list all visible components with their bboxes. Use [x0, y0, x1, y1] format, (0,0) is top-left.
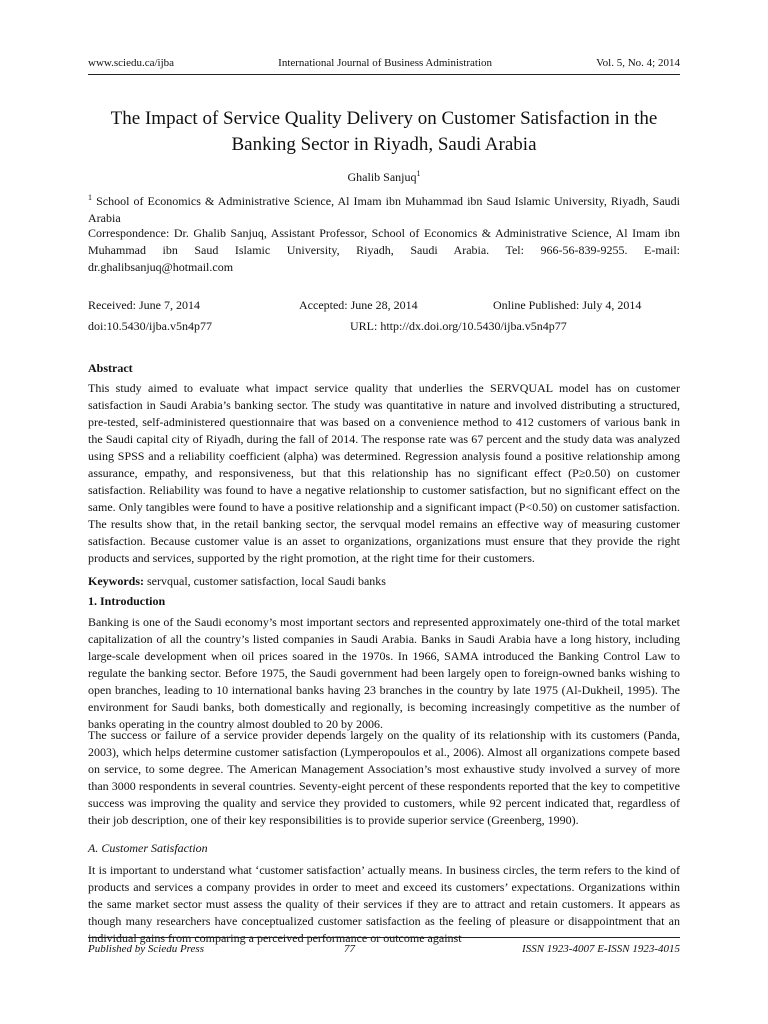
introduction-paragraph-2: The success or failure of a service provider depends largely on the quality of its relationship with its customers (Panda, 2003), which helps determine customer satisfaction (Lymperopoulos et al., 2006). Almost all organizations compete based on service, to some degree. The American Management Association’s most exhaustive study involved a survey of more than 3000 respondents in several countries. Seventy-eight percent of these respondents reported that the key to competitive success was improving the quality and service they provided to customers, while 92 percent indicated that, regardless of their job description, one of their key responsibilities is to provide superior service (Greenberg, 1990).: [88, 728, 680, 827]
doi: doi:10.5430/ijba.v5n4p77: [88, 319, 212, 333]
keywords-label: Keywords:: [88, 574, 144, 588]
author-name: Ghalib Sanjuq: [347, 170, 417, 184]
introduction-heading: 1. Introduction: [88, 594, 166, 608]
affiliation-text: School of Economics & Administrative Science, Al Imam ibn Muhammad ibn Saud Islamic University, Riyadh, Saudi Arabia: [88, 194, 680, 225]
affiliation: [88, 189, 680, 227]
published-date: Online Published: July 4, 2014: [493, 298, 642, 312]
accepted-date: Accepted: June 28, 2014: [299, 298, 418, 312]
introduction-paragraph-3: It is important to understand what ‘customer satisfaction’ actually means. In business circles, the term refers to the kind of products and services a company provides in order to meet and exceed its customers’ expectations. Organizations within the same market sector must assess the quality of their services if they are to attract and retain customers. It appears as though many researchers have conceptualized customer satisfaction as the feeling of pleasure or disappointment that an individual gains from comparing a perceived performance or outcome against: [88, 863, 680, 945]
correspondence: Correspondence: Dr. Ghalib Sanjuq, Assistant Professor, School of Economics & Administrative Science, Al Imam ibn Muhammad ibn Saud Islamic University, Riyadh, Saudi Arabia. Tel: 966-56-839-9255. E-mail: dr.ghalibsanjuq@hotmail.com: [88, 226, 680, 274]
customer-satisfaction-subheading: A. Customer Satisfaction: [88, 841, 208, 855]
issn: ISSN 1923-4007 E-ISSN 1923-4015: [522, 943, 680, 955]
received-date: Received: June 7, 2014: [88, 298, 200, 312]
introduction-paragraph-1: Banking is one of the Saudi economy’s most important sectors and represented approximately one-third of the total market capitalization of all the country’s listed companies in Saudi Arabia. Banks in Saudi Arabia have a long history, including large-scale development when oil prices soared in the 1970s. In 1966, SAMA introduced the Banking Control Law to regulate the banking sector. Before 1975, the Saudi government had been largely open to foreign-owned banks wishing to open branches, leading to 10 international banks having 23 branches in the country by late 1975 (Al-Dukheil, 1995). The environment for Saudi banks, both domestically and regionally, is becoming increasingly competitive as the number of banks operating in the country almost doubled to 20 by 2006.: [88, 615, 680, 731]
affiliation-mark: 1: [88, 193, 92, 202]
publisher: Published by Sciedu Press: [88, 943, 204, 955]
abstract-heading: Abstract: [88, 361, 133, 375]
running-header: [88, 57, 680, 75]
author-affiliation-mark: 1: [416, 169, 421, 178]
page-footer: [88, 937, 680, 955]
keywords: [88, 573, 680, 590]
volume-issue: Vol. 5, No. 4; 2014: [596, 57, 680, 69]
author-line: [88, 169, 680, 185]
doi-url[interactable]: URL: http://dx.doi.org/10.5430/ijba.v5n4p77: [350, 319, 567, 333]
abstract-text: This study aimed to evaluate what impact service quality that underlies the SERVQUAL model has on customer satisfaction in Saudi Arabia’s banking sector. The study was quantitative in nature and involved distributing a structured, pre-tested, self-administered questionnaire that was based on a convenience method to 412 customers of various bank in the Saudi capital city of Riyadh, during the fall of 2014. The response rate was 67 percent and the study data was analyzed using SPSS and a reliability coefficient (alpha) was determined. Regression analysis found a positive relationship among assurance, empathy, and responsiveness, but that this relationship has no significant effect (P≥0.50) on customer satisfaction. Reliability was found to have a negative relationship to customer satisfaction, but no significant effect on the same. Only tangibles were found to have a positive relationship and a significant impact (P<0.50) on customer satisfaction. The results show that, in the retail banking sector, the servqual model remains an effective way of measuring customer satisfaction. Because customer value is an asset to organizations, organizations must ensure that they provide the right products and services, supported by the right promotion, at the right time for their customers.: [88, 381, 680, 565]
journal-name: International Journal of Business Administration: [278, 57, 493, 69]
paper-title: The Impact of Service Quality Delivery on Customer Satisfaction in the Banking Sector in Riyadh, Saudi Arabia: [110, 108, 658, 155]
keywords-text: servqual, customer satisfaction, local Saudi banks: [144, 574, 386, 588]
page-number: 77: [344, 943, 355, 955]
journal-website[interactable]: www.sciedu.ca/ijba: [88, 57, 175, 69]
